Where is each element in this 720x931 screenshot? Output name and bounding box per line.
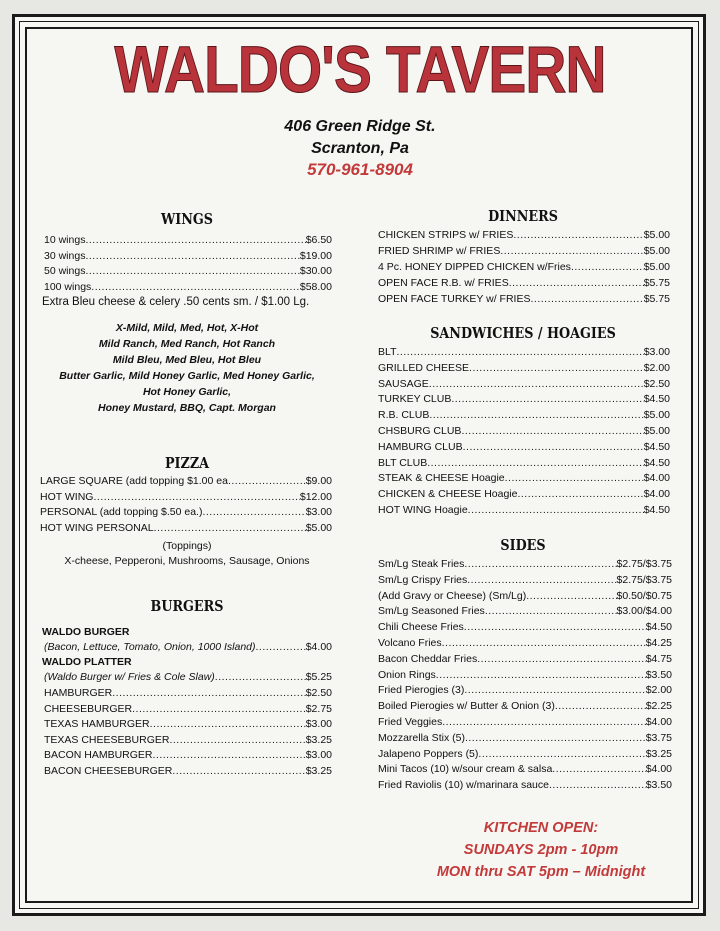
item-name: BLT CLUB xyxy=(378,456,428,469)
wing-flavor-line: Hot Honey Garlic, xyxy=(142,386,232,398)
wing-flavor-line: Mild Ranch, Med Ranch, Hot Ranch xyxy=(98,338,276,350)
menu-item xyxy=(44,640,332,655)
item-name: OPEN FACE R.B. w/ FRIES xyxy=(378,277,509,289)
item-price: $3.00 xyxy=(305,749,332,761)
item-name: LARGE SQUARE (add topping $1.00 ea xyxy=(40,475,228,487)
menu-item xyxy=(44,702,332,717)
menu-item xyxy=(378,747,672,762)
menu-item xyxy=(378,471,670,486)
menu-item xyxy=(378,731,672,746)
item-name: Sm/Lg Crispy Fries xyxy=(378,573,468,586)
item-name: Onion Rings xyxy=(378,668,436,681)
item-price: $58.00 xyxy=(299,280,332,293)
wing-flavor-line: Honey Mustard, BBQ, Capt. Morgan xyxy=(98,402,276,414)
item-name: Mozzarella Stix (5) xyxy=(378,731,465,744)
item-name: Mini Tacos (10) w/sour cream & salsa xyxy=(378,763,553,776)
item-price: $4.50 xyxy=(643,393,670,406)
city: Scranton, Pa xyxy=(311,140,409,157)
menu-item xyxy=(378,456,670,471)
item-price: $3.00/$4.00 xyxy=(616,605,672,618)
item-price: $3.25 xyxy=(645,747,672,760)
item-name: Fried Pierogies (3) xyxy=(378,684,465,697)
item-name: HOT WING PERSONAL xyxy=(40,521,154,534)
menu-item xyxy=(378,276,670,291)
item-price: $6.50 xyxy=(305,234,332,246)
menu-item xyxy=(378,392,670,407)
item-name: HAMBURG CLUB xyxy=(378,440,463,453)
menu-item xyxy=(378,361,670,376)
menu-item xyxy=(44,748,332,763)
street-address: 406 Green Ridge St. xyxy=(284,118,436,135)
waldo-platter-desc: (Waldo Burger w/ Fries & Cole Slaw) xyxy=(44,671,215,683)
item-name: Fried Raviolis (10) w/marinara sauce xyxy=(378,779,549,792)
pizza-heading: PIZZA xyxy=(164,454,210,472)
waldo-burger-title xyxy=(42,625,332,640)
item-price: $3.75 xyxy=(645,731,672,744)
toppings-list: X-cheese, Pepperoni, Mushrooms, Sausage, Onions xyxy=(64,555,310,567)
item-price: $3.25 xyxy=(305,733,332,746)
item-name: CHICKEN STRIPS w/ FRIES xyxy=(378,229,514,241)
waldo-burger-name: WALDO BURGER xyxy=(42,626,130,638)
menu-item xyxy=(40,474,332,489)
item-price: $5.00 xyxy=(643,261,670,273)
menu-item xyxy=(378,636,672,651)
item-price: $5.00 xyxy=(643,425,670,437)
item-price: $30.00 xyxy=(299,265,332,277)
item-price: $4.50 xyxy=(643,440,670,453)
item-name: Chili Cheese Fries xyxy=(378,621,464,634)
menu-item xyxy=(378,762,672,777)
item-name: TURKEY CLUB xyxy=(378,393,452,406)
menu-item xyxy=(378,345,670,360)
sandwiches-heading: SANDWICHES / HOAGIES xyxy=(430,324,616,342)
item-price: $4.50 xyxy=(645,621,672,634)
menu-item xyxy=(378,699,672,714)
item-price: $4.00 xyxy=(643,488,670,501)
restaurant-name: WALDO'S TAVERN xyxy=(114,32,606,106)
kitchen-hours-sunday: SUNDAYS 2pm - 10pm xyxy=(463,842,619,858)
item-name: Fried Veggies xyxy=(378,716,443,728)
item-name: SAUSAGE xyxy=(378,377,429,390)
dinners-heading: DINNERS xyxy=(488,207,558,225)
item-name: Boiled Pierogies w/ Butter & Onion (3) xyxy=(378,700,555,713)
item-name: BACON HAMBURGER xyxy=(44,749,153,761)
item-name: R.B. CLUB xyxy=(378,409,430,422)
item-name: CHEESEBURGER xyxy=(44,702,133,715)
waldo-burger-desc: (Bacon, Lettuce, Tomato, Onion, 1000 Island) xyxy=(44,641,256,653)
item-name: 100 wings xyxy=(44,280,92,293)
item-price: $5.00 xyxy=(643,229,670,241)
waldo-platter-name: WALDO PLATTER xyxy=(42,656,132,668)
item-price: $5.00 xyxy=(305,521,332,534)
item-price: $2.75 xyxy=(305,702,332,715)
item-name: FRIED SHRIMP w/ FRIES xyxy=(378,245,501,257)
menu-item xyxy=(378,589,672,604)
item-price: $4.00 xyxy=(645,763,672,776)
item-price: $3.00 xyxy=(305,506,332,518)
item-price: $5.75 xyxy=(643,293,670,305)
item-name: 50 wings xyxy=(44,265,86,277)
menu-item xyxy=(44,233,332,248)
waldo-platter-title xyxy=(42,655,332,670)
item-name: BACON CHEESEBURGER xyxy=(44,764,173,777)
menu-item xyxy=(44,249,332,264)
menu-item xyxy=(378,683,672,698)
item-price: $19.00 xyxy=(299,249,332,262)
item-price: $2.00 xyxy=(645,684,672,697)
item-name: OPEN FACE TURKEY w/ FRIES xyxy=(378,293,531,305)
item-price: $4.00 xyxy=(643,472,670,485)
menu-item xyxy=(378,440,670,455)
phone-number: 570-961-8904 xyxy=(307,160,413,179)
wings-extra-text: Extra Bleu cheese & celery .50 cents sm. / $1.00 Lg. xyxy=(42,296,310,308)
menu-item xyxy=(378,292,670,307)
menu-item xyxy=(44,717,332,732)
menu-item xyxy=(44,764,332,779)
item-name: 10 wings xyxy=(44,234,86,246)
item-name: 30 wings xyxy=(44,249,86,262)
item-price: $0.50/$0.75 xyxy=(616,589,672,602)
item-price: $2.00 xyxy=(643,361,670,374)
wings-heading: WINGS xyxy=(160,210,214,228)
item-price: $2.25 xyxy=(645,700,672,713)
menu-item xyxy=(44,264,332,279)
wings-extra-note xyxy=(42,295,342,310)
menu-item xyxy=(378,408,670,423)
item-name: Jalapeno Poppers (5) xyxy=(378,747,479,760)
menu-item xyxy=(44,686,332,701)
burgers-heading: BURGERS xyxy=(150,597,224,615)
menu-item xyxy=(378,228,670,243)
item-name: Sm/Lg Steak Fries xyxy=(378,558,465,570)
item-name: TEXAS HAMBURGER xyxy=(44,718,150,730)
item-price: $4.50 xyxy=(643,456,670,469)
item-price: $5.00 xyxy=(643,409,670,422)
menu-item xyxy=(44,733,332,748)
item-price: $12.00 xyxy=(299,490,332,503)
item-name: STEAK & CHEESE Hoagie xyxy=(378,472,505,485)
item-name: (Add Gravy or Cheese) (Sm/Lg) xyxy=(378,589,527,602)
menu-item xyxy=(378,573,672,588)
menu-item xyxy=(44,280,332,295)
toppings-label: (Toppings) xyxy=(162,540,212,552)
menu-item xyxy=(378,503,670,518)
wing-flavor-line: Butter Garlic, Mild Honey Garlic, Med Honey Garlic, xyxy=(59,370,315,382)
item-name: 4 Pc. HONEY DIPPED CHICKEN w/Fries xyxy=(378,261,571,273)
item-name: PERSONAL (add topping $.50 ea.) xyxy=(40,506,203,518)
menu-item xyxy=(378,424,670,439)
menu-item xyxy=(44,670,332,685)
item-price: $4.25 xyxy=(645,637,672,649)
menu-item xyxy=(40,521,332,536)
item-price: $5.00 xyxy=(643,245,670,257)
item-name: BLT xyxy=(378,346,397,358)
menu-item xyxy=(378,668,672,683)
item-price: $2.75/$3.75 xyxy=(616,573,672,586)
item-price: $4.00 xyxy=(645,716,672,728)
item-name: HOT WING xyxy=(40,490,94,503)
menu-item xyxy=(378,604,672,619)
kitchen-hours xyxy=(376,817,706,883)
menu-item xyxy=(378,652,672,667)
kitchen-hours-weekdays: MON thru SAT 5pm – Midnight xyxy=(436,864,646,880)
item-price: $3.00 xyxy=(305,718,332,730)
item-price: $2.50 xyxy=(305,687,332,699)
menu-item xyxy=(378,260,670,275)
item-price: $4.50 xyxy=(643,504,670,516)
menu-item xyxy=(378,244,670,259)
item-price: $2.75/$3.75 xyxy=(616,558,672,570)
item-price: $5.25 xyxy=(305,671,332,683)
item-price: $3.00 xyxy=(643,346,670,358)
item-price: $2.50 xyxy=(643,377,670,390)
item-name: GRILLED CHEESE xyxy=(378,361,470,374)
item-name: CHSBURG CLUB xyxy=(378,425,462,437)
menu-item xyxy=(378,377,670,392)
kitchen-hours-title: KITCHEN OPEN: xyxy=(483,820,599,836)
menu-item xyxy=(378,620,672,635)
menu-item xyxy=(40,490,332,505)
sides-heading: SIDES xyxy=(500,536,546,554)
item-price: $9.00 xyxy=(305,475,332,487)
item-price: $3.25 xyxy=(305,764,332,777)
item-name: Sm/Lg Seasoned Fries xyxy=(378,605,485,618)
menu-item xyxy=(378,557,672,572)
item-price: $5.75 xyxy=(643,277,670,289)
item-name: HAMBURGER xyxy=(44,687,113,699)
menu-item xyxy=(378,778,672,793)
item-price: $4.75 xyxy=(645,652,672,665)
menu-item xyxy=(378,487,670,502)
wing-flavor-line: X-Mild, Mild, Med, Hot, X-Hot xyxy=(115,322,259,334)
item-name: Bacon Cheddar Fries xyxy=(378,652,478,665)
wing-flavor-line: Mild Bleu, Med Bleu, Hot Bleu xyxy=(112,354,262,366)
item-name: TEXAS CHEESEBURGER xyxy=(44,733,170,746)
item-name: CHICKEN & CHEESE Hoagie xyxy=(378,488,518,501)
menu-item xyxy=(40,505,332,520)
item-price: $4.00 xyxy=(305,641,332,653)
item-name: HOT WING Hoagie xyxy=(378,504,468,516)
menu-item xyxy=(378,715,672,730)
item-price: $3.50 xyxy=(645,668,672,681)
item-name: Volcano Fries xyxy=(378,637,442,649)
item-price: $3.50 xyxy=(645,779,672,792)
